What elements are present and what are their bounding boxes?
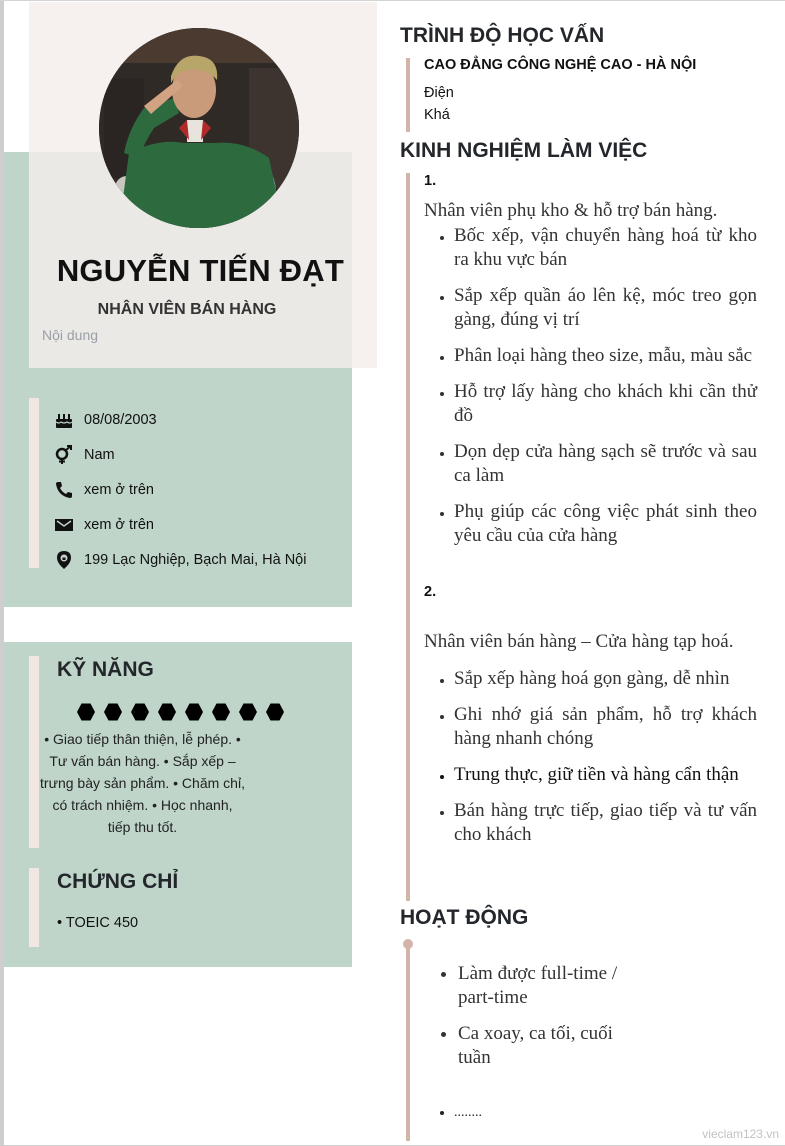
experience-accent-bar [406,173,410,901]
list-item: • Làm được full-time / part-time [458,962,638,1010]
job-duties-list [424,667,757,859]
education-grade: Khá [424,107,450,123]
certificates-accent-bar [29,868,39,947]
list-item: • Bốc xếp, vận chuyển hàng hoá từ kho ra khu vực bán [454,224,757,272]
list-item: • Sắp xếp quần áo lên kệ, móc treo gọn gàng, đúng vị trí [454,284,757,332]
skills-title: KỸ NĂNG [57,658,154,681]
contact-phone [54,472,306,507]
avatar [99,28,299,228]
job-number: 1. [424,173,437,189]
job-title: Nhân viên bán hàng – Cửa hàng tạp hoá. [424,631,734,652]
candidate-name: NGUYỄN TIẾN ĐẠT [56,253,344,288]
activities-list [428,962,638,1082]
list-item: • Phụ giúp các công việc phát sinh theo yêu cầu của cửa hàng [454,500,757,548]
contact-address [54,542,306,577]
skills-accent-bar [29,656,39,848]
rating-hexagon-icon [77,703,95,721]
contact-list [54,402,306,577]
rating-hexagon-icon [131,703,149,721]
certificates-title: CHỨNG CHỈ [57,870,179,893]
list-item: • Phân loại hàng theo size, mẫu, màu sắc [454,344,757,368]
job-number: 2. [424,584,437,600]
list-item: • Dọn dẹp cửa hàng sạch sẽ trước và sau ca làm [454,440,757,488]
birthday-value: 08/08/2003 [84,411,157,428]
rating-hexagon-icon [212,703,230,721]
contact-email [54,507,306,542]
phone-value: xem ở trên [84,481,154,498]
address-value: 199 Lạc Nghiệp, Bạch Mai, Hà Nội [84,551,307,568]
activities-trailing [428,1105,482,1121]
gender-value: Nam [84,446,115,463]
education-school: CAO ĐẲNG CÔNG NGHỆ CAO - HÀ NỘI [424,57,697,73]
activities-accent-bar [406,944,410,1141]
rating-hexagon-icon [185,703,203,721]
location-pin-icon [54,550,74,570]
experience-title: KINH NGHIỆM LÀM VIỆC [400,139,648,162]
list-item: • Hỗ trợ lấy hàng cho khách khi cần thử đồ [454,380,757,428]
email-value: xem ở trên [84,516,154,533]
contact-birthday [54,402,306,437]
certificates-text: • TOEIC 450 [57,915,139,931]
contact-gender [54,437,306,472]
candidate-job-title: NHÂN VIÊN BÁN HÀNG [97,301,277,318]
list-item: • Bán hàng trực tiếp, giao tiếp và tư vấn cho khách [454,799,757,847]
birthday-cake-icon [54,410,74,430]
rating-hexagon-icon [158,703,176,721]
skills-text: • Giao tiếp thân thiện, lễ phép. • Tư vấn bán hàng. • Sắp xếp – trưng bày sản phẩm. • Chăm chỉ, có trách nhiệm. • Học nhanh, tiếp thu tốt. [40,731,245,835]
activities-title: HOẠT ĐỘNG [400,906,529,929]
job-title: Nhân viên phụ kho & hỗ trợ bán hàng. [424,200,718,221]
phone-icon [54,480,74,500]
list-item: • ........ [454,1105,482,1121]
email-icon [54,515,74,535]
list-item: • Sắp xếp hàng hoá gọn gàng, dễ nhìn [454,667,757,691]
rating-hexagon-icon [104,703,122,721]
job-duties-list [424,224,757,560]
rating-hexagon-icon [239,703,257,721]
watermark: vieclam123.vn [702,1127,779,1141]
education-major: Điện [424,85,454,101]
profile-photo [99,28,299,228]
rating-hexagon-icon [266,703,284,721]
skill-rating [77,703,284,721]
intro-placeholder: Nội dung [42,327,99,343]
contact-accent-bar [29,398,39,568]
education-accent-bar [406,58,410,132]
gender-icon [54,445,74,465]
list-item: • Trung thực, giữ tiền và hàng cẩn thận [454,763,757,787]
list-item: • Ca xoay, ca tối, cuối tuần [458,1022,638,1070]
education-title: TRÌNH ĐỘ HỌC VẤN [400,24,605,47]
list-item: • Ghi nhớ giá sản phẩm, hỗ trợ khách hàng nhanh chóng [454,703,757,751]
